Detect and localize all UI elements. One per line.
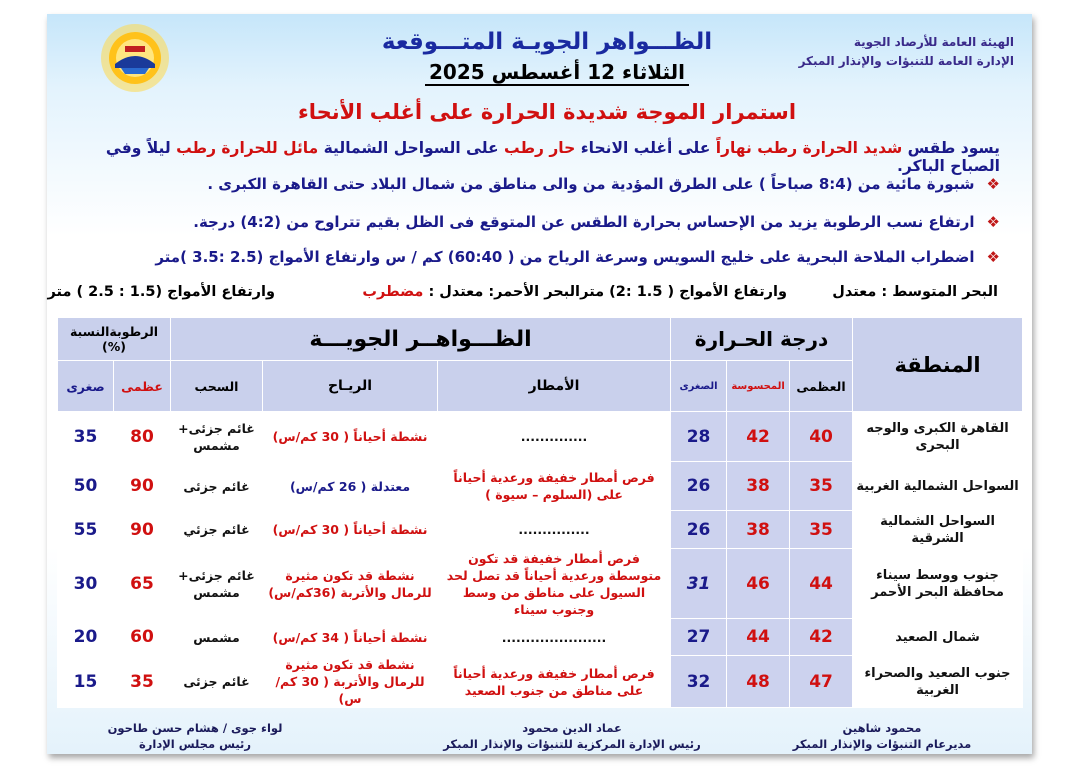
feels-like-cell: 48 (727, 656, 790, 708)
max-temp-cell: 47 (790, 656, 853, 708)
min-temp-cell: 27 (671, 619, 727, 656)
bullet-text: ارتفاع نسب الرطوبة يزيد من الإحساس بحرارة الطقس عن المتوقع فى الظل بقيم تتراوح من (4:2) درجة. (193, 213, 975, 231)
feels-like-cell: 46 (727, 549, 790, 619)
max-temp-cell: 35 (790, 462, 853, 511)
red-sea-waves: وارتفاع الأمواج (1.5 : 2.5 ) متر (47, 284, 275, 300)
table-row (58, 412, 1023, 462)
clouds-cell: غائم جزئى+ مشمس (171, 549, 263, 619)
feels-like-cell: 38 (727, 511, 790, 549)
org-header (799, 33, 1014, 71)
region-header: المنطقة (853, 318, 1023, 412)
humidity-max-cell: 90 (114, 511, 171, 549)
summary-part-7: ليلاً وفي الصباح الباكر. (105, 139, 1000, 175)
clouds-cell: غائم جزئى (171, 656, 263, 708)
rain-cell: فرص أمطار خفيفة ورعدية أحياناً على مناطق من جنوب الصعيد (438, 656, 671, 708)
table-row (58, 619, 1023, 656)
red-sea-label (362, 284, 580, 300)
red-sea-text: البحر الأحمر: معتدل : (428, 284, 580, 300)
region-cell: السواحل الشمالية الغربية (853, 462, 1023, 511)
max-temp-header: العظمى (790, 361, 853, 412)
rain-cell: ...................... (438, 619, 671, 656)
humidity-max-cell: 65 (114, 549, 171, 619)
min-temp-header: الصغرى (671, 361, 727, 412)
wind-header: الريـاح (263, 361, 438, 412)
summary-part-1: يسود طقس (907, 139, 1000, 157)
wind-cell: معتدلة ( 26 كم/س) (263, 462, 438, 511)
red-sea-state: مضطرب (362, 284, 424, 300)
summary-part-6: مائل للحرارة رطب (176, 139, 319, 157)
page-title: الظـــواهر الجويـة المتـــوقعة (381, 29, 713, 55)
humidity-max-cell: 60 (114, 619, 171, 656)
table-row (58, 549, 1023, 619)
bullet-text: شبورة مائية من (8:4 صباحاً ) على الطرق المؤدية من والى مناطق من شمال البلاد حتى القاهرة الكبرى . (207, 175, 975, 193)
region-cell: جنوب ووسط سيناء محافظة البحر الأحمر (853, 549, 1023, 619)
bullet-item (70, 213, 1000, 231)
weather-summary (70, 139, 1000, 175)
summary-part-4: حار رطب (504, 139, 576, 157)
forecast-table (57, 317, 1023, 708)
wind-cell: نشطة أحياناً ( 30 كم/س) (263, 412, 438, 462)
rain-cell: .............. (438, 412, 671, 462)
sun-logo-icon (99, 22, 171, 94)
summary-part-3: على أغلب الانحاء (580, 139, 711, 157)
org-line-2: الإدارة العامة للتنبؤات والإنذار المبكر (798, 54, 1014, 68)
humidity-min-cell: 15 (58, 656, 114, 708)
clouds-cell: غائم جزئى (171, 462, 263, 511)
table-row (58, 656, 1023, 708)
signer-title: رئيس الإدارة المركزية للتنبؤات والإنذار المبكر (443, 737, 701, 751)
diamond-bullet-icon: ❖ (986, 248, 1000, 266)
min-temp-cell: 28 (671, 412, 727, 462)
bullet-item (70, 175, 1000, 193)
clouds-cell: مشمس (171, 619, 263, 656)
region-cell: السواحل الشمالية الشرقية (853, 511, 1023, 549)
table-row (58, 462, 1023, 511)
clouds-cell: غائم جزئي (171, 511, 263, 549)
rain-cell: ............... (438, 511, 671, 549)
max-temp-cell: 44 (790, 549, 853, 619)
bullet-text: اضطراب الملاحة البحرية على خليج السويس وسرعة الرياح من ( 60:40) كم / س وارتفاع الأمواج (2.5 :3.5 )متر (155, 248, 975, 266)
table-body (58, 412, 1023, 708)
region-cell: جنوب الصعيد والصحراء الغربية (853, 656, 1023, 708)
rain-header: الأمطار (438, 361, 671, 412)
humidity-max-header: عظمى (114, 361, 171, 412)
signature-middle (432, 720, 712, 752)
signer-title: رئيس مجلس الإدارة (138, 737, 251, 751)
signer-name: عماد الدين محمود (522, 721, 622, 735)
wind-cell: نشطة قد تكون مثيرة للرمال والأتربة (36كم/س) (263, 549, 438, 619)
humidity-min-cell: 30 (58, 549, 114, 619)
humidity-header: الرطوبةالنسبة (%) (58, 318, 171, 361)
org-line-1: الهيئة العامة للأرصاد الجوية (853, 35, 1014, 49)
diamond-bullet-icon: ❖ (986, 213, 1000, 231)
diamond-bullet-icon: ❖ (986, 175, 1000, 193)
med-sea-state: البحر المتوسط : معتدل (832, 284, 998, 300)
temperature-header: درجة الحـرارة (671, 318, 853, 361)
clouds-header: السحب (171, 361, 263, 412)
feels-like-cell: 44 (727, 619, 790, 656)
max-temp-cell: 40 (790, 412, 853, 462)
date-text: الثلاثاء 12 أغسطس 2025 (425, 60, 689, 86)
humidity-min-cell: 20 (58, 619, 114, 656)
signature-right (782, 720, 982, 752)
humidity-max-cell: 90 (114, 462, 171, 511)
feels-like-header: المحسوسة (727, 361, 790, 412)
wind-cell: نشطة قد تكون مثيرة للرمال والأتربة ( 30 كم/س) (263, 656, 438, 708)
summary-part-2: شديد الحرارة رطب نهاراً (715, 139, 903, 157)
feels-like-cell: 38 (727, 462, 790, 511)
region-cell: شمال الصعيد (853, 619, 1023, 656)
clouds-cell: غائم جزئى+ مشمس (171, 412, 263, 462)
min-temp-cell: 31 (671, 549, 727, 619)
signer-name: محمود شاهين (842, 721, 922, 735)
wind-cell: نشطة أحياناً ( 34 كم/س) (263, 619, 438, 656)
feels-like-cell: 42 (727, 412, 790, 462)
summary-part-5: على السواحل الشمالية (323, 139, 499, 157)
bullet-item (70, 248, 1000, 266)
bulletin-date (417, 60, 697, 84)
humidity-min-cell: 35 (58, 412, 114, 462)
max-temp-cell: 35 (790, 511, 853, 549)
humidity-min-header: صغرى (58, 361, 114, 412)
table-row (58, 511, 1023, 549)
wind-cell: نشطة أحياناً ( 30 كم/س) (263, 511, 438, 549)
min-temp-cell: 26 (671, 511, 727, 549)
humidity-min-cell: 50 (58, 462, 114, 511)
humidity-max-cell: 35 (114, 656, 171, 708)
humidity-min-cell: 55 (58, 511, 114, 549)
signer-title: مديرعام التنبؤات والإنذار المبكر (792, 737, 972, 751)
headline: استمرار الموجة شديدة الحرارة على أغلب الأنحاء (297, 100, 797, 124)
max-temp-cell: 42 (790, 619, 853, 656)
signature-left (105, 720, 285, 752)
signer-name: لواء جوى / هشام حسن طاحون (107, 721, 283, 735)
med-sea-waves: وارتفاع الأمواج ( 1.5 :2) متر (580, 284, 787, 300)
min-temp-cell: 32 (671, 656, 727, 708)
rain-cell: فرص أمطار خفيفة قد تكون متوسطة ورعدية أحياناً قد تصل لحد السيول على مناطق من وسط وجنوب سيناء (438, 549, 671, 619)
rain-cell: فرص أمطار خفيفة ورعدية أحياناً على (السلوم – سيوة ) (438, 462, 671, 511)
min-temp-cell: 26 (671, 462, 727, 511)
humidity-max-cell: 80 (114, 412, 171, 462)
phenomena-header: الظـــواهــر الجويـــة (171, 318, 671, 361)
forecast-bulletin (47, 14, 1032, 754)
region-cell: القاهرة الكبرى والوجه البحرى (853, 412, 1023, 462)
